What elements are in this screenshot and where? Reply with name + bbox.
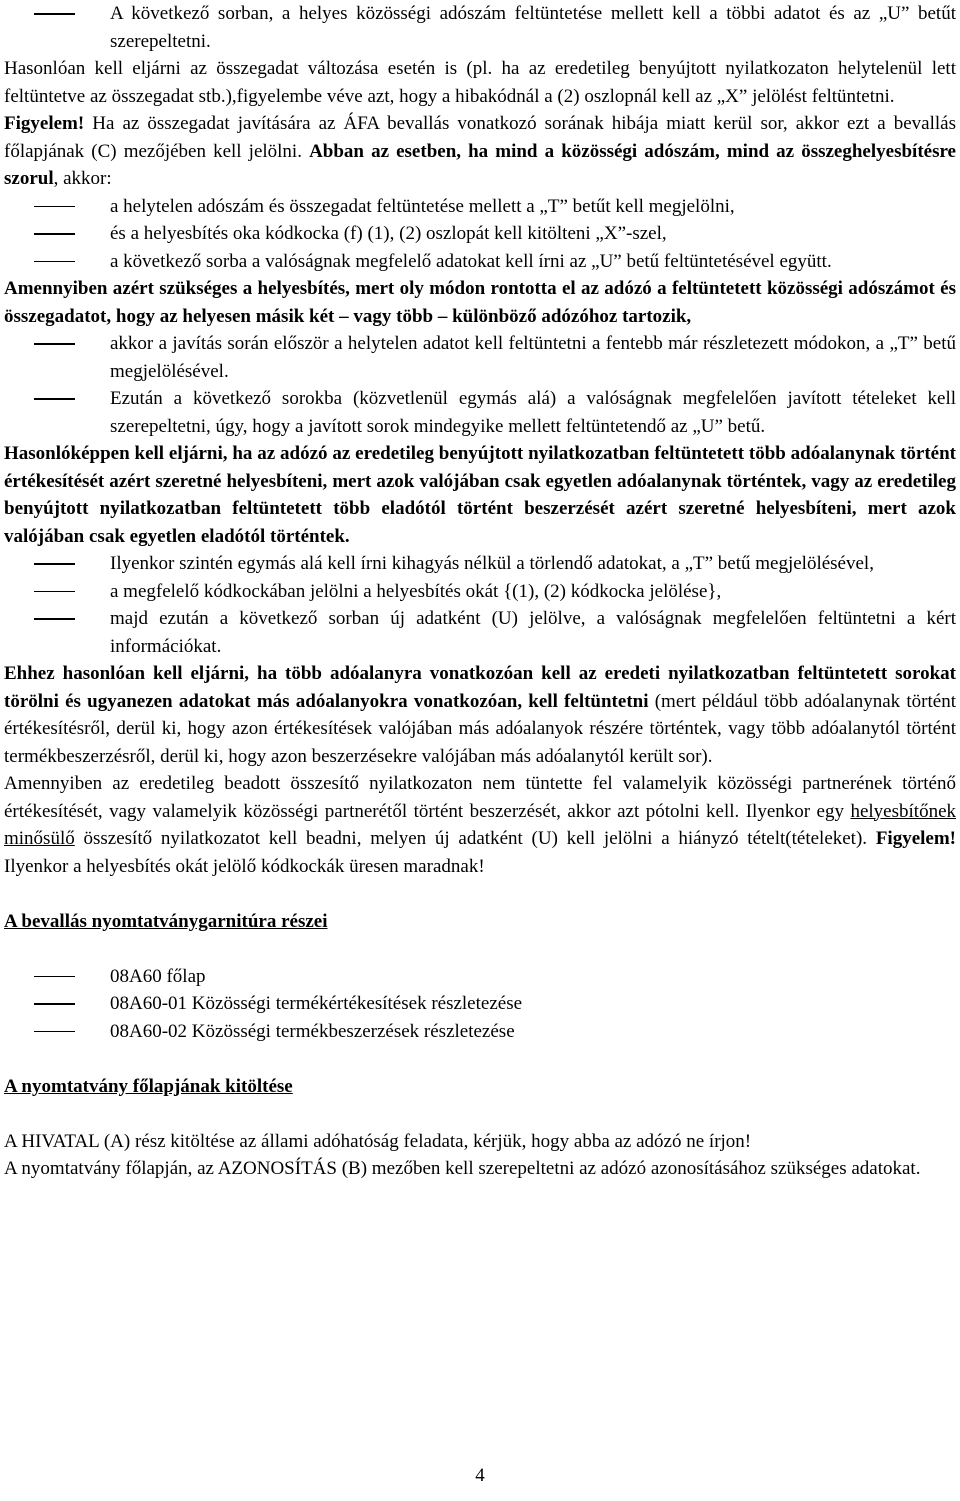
paragraph-amennyiben bbox=[4, 275, 956, 330]
potlas-figyelem: Figyelem! bbox=[875, 828, 956, 849]
paragraph-hasonlokeppen bbox=[4, 440, 956, 550]
list-item: 08A60-01 Közösségi termékértékesítések részletezése bbox=[4, 990, 956, 1018]
paragraph-figyelem bbox=[4, 110, 956, 193]
list-item: a megfelelő kódkockában jelölni a helyesbítés okát {(1), (2) kódkocka jelölése}, bbox=[4, 578, 956, 606]
list-item: 08A60-02 Közösségi termékbeszerzések részletezése bbox=[4, 1018, 956, 1046]
paragraph-azonositas: A nyomtatvány főlapján, az AZONOSÍTÁS (B) mezőben kell szerepeltetni az adózó azonosításához szükséges adatokat. bbox=[4, 1158, 921, 1179]
potlas-text-3: Ilyenkor a helyesbítés okát jelölő kódkockák üresen maradnak! bbox=[4, 855, 485, 877]
figyelem-tail: , akkor: bbox=[53, 168, 112, 189]
hasonlokeppen-bold-text: Hasonlóképpen kell eljárni, ha az adózó az eredetileg benyújtott nyilatkozatban feltüntetett több adóalanynak történt értékesítését azért szeretné helyesbíteni, mert azok valójában csak egyetlen adóalanynak történtek, vagy az eredetileg benyújtott nyilatkozatban feltüntetett több eladótól történt beszerzését azért szeretné helyesbíteni, mert azok valójában csak egyetlen eladótól történtek. bbox=[4, 443, 956, 547]
section-heading-kitoltes: A nyomtatvány főlapjának kitöltése bbox=[4, 1076, 293, 1097]
amennyiben-bold-text: Amennyiben azért szükséges a helyesbítés, mert oly módon rontotta el az adózó a feltüntetett közösségi adószámot és összegadatot, hogy az helyesen másik két – vagy több – különböző adózóhoz tartozik, bbox=[4, 278, 956, 327]
paragraph-hivatal: A HIVATAL (A) rész kitöltése az állami adóhatóság feladata, kérjük, hogy abba az adózó ne írjon! bbox=[4, 1130, 752, 1152]
paragraph-potlas bbox=[4, 770, 956, 880]
list-item: Ezután a következő sorokba (közvetlenül egymás alá) a valóságnak megfelelően javított tételeket kell szerepeltetni, úgy, hogy a javított sorok mindegyike mellett feltüntetendő az „U” betű. bbox=[4, 385, 956, 440]
abban-dash-list bbox=[4, 193, 956, 276]
potlas-text-2: összesítő nyilatkozatot kell beadni, melyen új adatként (U) kell jelölni a hiányzó tételt(tételeket). bbox=[74, 828, 876, 849]
figyelem-label: Figyelem! bbox=[4, 113, 85, 134]
ehhez-bold-text: Ehhez hasonlóan kell eljárni, ha több adóalanyra vonatkozóan kell az eredeti nyilatkozatban feltüntetett sorokat törölni és ugyanezen adatokat más adóalanyokra vonatkozóan, kell feltüntetni bbox=[4, 663, 956, 712]
paragraph-hasonloan: Hasonlóan kell eljárni az összegadat változása esetén is (pl. ha az eredetileg benyújtott nyilatkozaton helytelenül lett feltüntetve az összegadat stb.),figyelembe véve azt, hogy a hibakódnál a (2) oszlopnál kell az „X” jelölést feltüntetni. bbox=[4, 58, 956, 107]
hasonlokeppen-dash-list bbox=[4, 550, 956, 660]
top-dash-list bbox=[4, 0, 956, 55]
list-item: a helytelen adószám és összegadat feltüntetése mellett a „T” betűt kell megjelölni, bbox=[4, 193, 956, 221]
figyelem-text: Ha az összegadat javítására az ÁFA bevallás vonatkozó sorának hibája miatt kerül sor, akkor ezt a bevallás főlapjának (C) mezőjében kell jelölni. bbox=[4, 113, 956, 162]
figyelem-bold-text: Abban az esetben, ha mind a közösségi adószám, mind az összeghelyesbítésre szorul bbox=[4, 140, 956, 189]
list-item: akkor a javítás során először a helytelen adatot kell feltüntetni a fentebb már részletezett módokon, a „T” betű megjelölésével. bbox=[4, 330, 956, 385]
potlas-text-1: Amennyiben az eredetileg beadott összesítő nyilatkozaton nem tüntette fel valamelyik közösségi partnerének történő értékesítését, vagy valamelyik közösségi partnerétől történt beszerzését, akkor azt pótolni kell. Ilyenkor egy bbox=[4, 773, 956, 822]
ehhez-text: (mert például több adóalanynak történt értékesítésről, derül ki, hogy azon értékesítések valójában más adóalanyok részére történtek, vagy több adóalanytól történt termékbeszerzésről, derül ki, hogy azon beszerzésekre valójában más adóalanytól került sor). bbox=[4, 690, 956, 767]
amennyiben-dash-list bbox=[4, 330, 956, 440]
paragraph-ehhez bbox=[4, 660, 956, 770]
document-page bbox=[4, 0, 956, 1183]
page-number: 4 bbox=[475, 1465, 485, 1486]
list-item: Ilyenkor szintén egymás alá kell írni kihagyás nélkül a törlendő adatokat, a „T” betű megjelölésével, bbox=[4, 550, 956, 578]
list-item: 08A60 főlap bbox=[4, 963, 956, 991]
list-item: és a helyesbítés oka kódkocka (f) (1), (2) oszlopát kell kitölteni „X”-szel, bbox=[4, 220, 956, 248]
reszei-dash-list bbox=[4, 963, 956, 1046]
list-item: a következő sorba a valóságnak megfelelő adatokat kell írni az „U” betű feltüntetésével együtt. bbox=[4, 248, 956, 276]
list-item: A következő sorban, a helyes közösségi adószám feltüntetése mellett kell a többi adatot és az „U” betűt szerepeltetni. bbox=[4, 0, 956, 55]
section-heading-reszei: A bevallás nyomtatványgarnitúra részei bbox=[4, 911, 328, 932]
list-item: majd ezután a következő sorban új adatként (U) jelölve, a valóságnak megfelelően feltüntetni a kért információkat. bbox=[4, 605, 956, 660]
potlas-underlined: helyesbítőnek minősülő bbox=[4, 800, 956, 849]
